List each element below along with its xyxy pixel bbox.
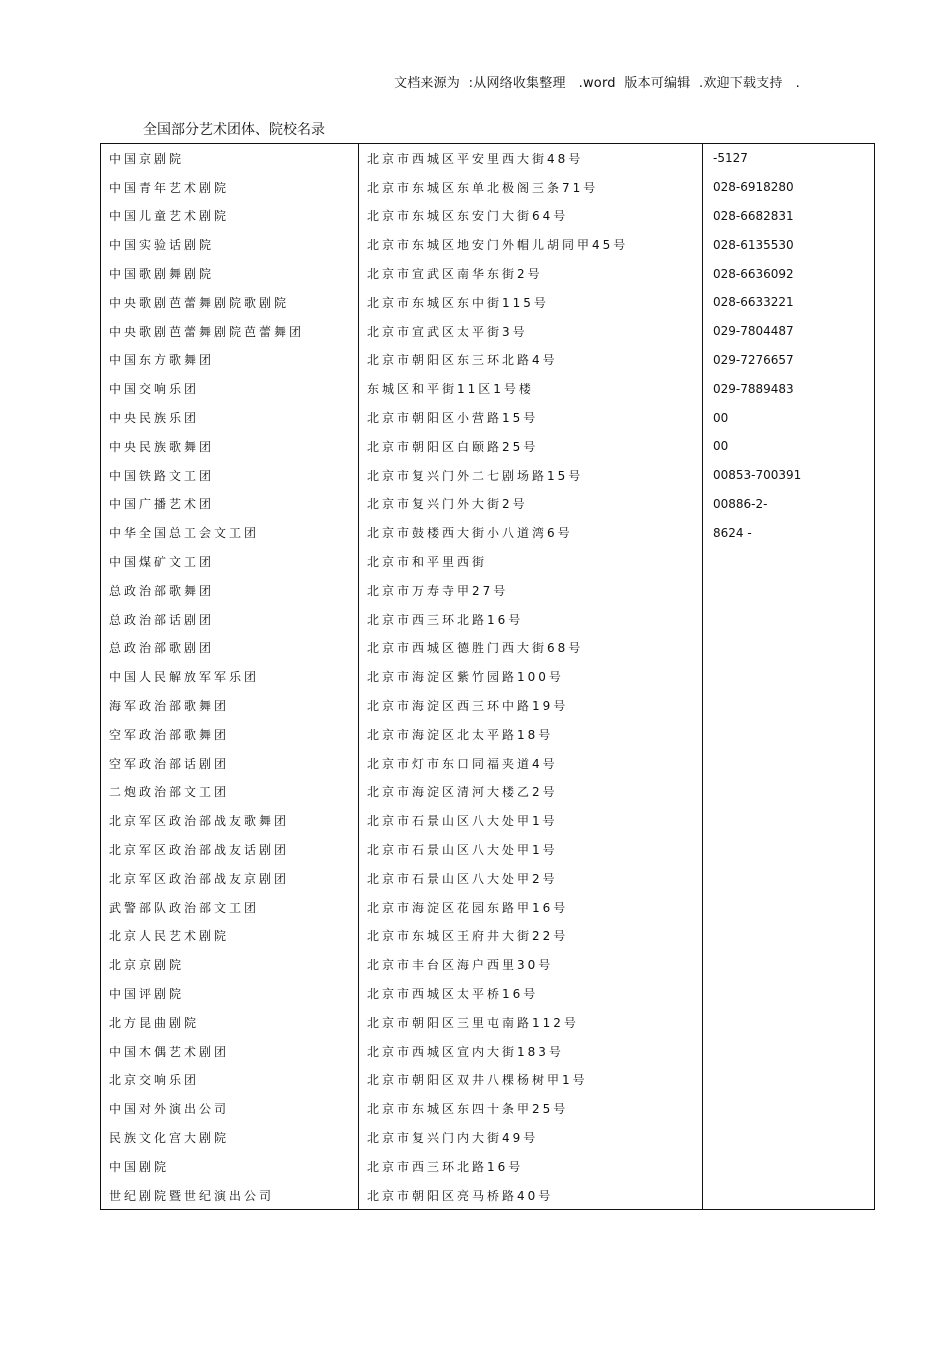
phone-cell: [703, 605, 875, 634]
phone-cell: [703, 979, 875, 1008]
address-cell: 北京市东城区东四十条甲25号: [359, 1094, 703, 1123]
table-row: [101, 634, 875, 663]
org-name-cell: 武警部队政治部文工团: [101, 893, 359, 922]
table-row: [101, 403, 875, 432]
table-row: [101, 518, 875, 547]
address-cell: 北京市复兴门外二七剧场路15号: [359, 461, 703, 490]
org-name-cell: 中央歌剧芭蕾舞剧院歌剧院: [101, 288, 359, 317]
document-source-note: 文档来源为 :从网络收集整理 .word 版本可编辑 .欢迎下载支持 .: [394, 76, 800, 91]
org-name-cell: 中国铁路文工团: [101, 461, 359, 490]
org-name-cell: 北京军区政治部战友京剧团: [101, 864, 359, 893]
address-cell: 北京市朝阳区白颐路25号: [359, 432, 703, 461]
table-row: [101, 1094, 875, 1123]
org-name-cell: 民族文化宫大剧院: [101, 1123, 359, 1152]
table-row: [101, 230, 875, 259]
phone-cell: [703, 691, 875, 720]
phone-cell: 029-7889483: [703, 374, 875, 403]
address-cell: 北京市西城区平安里西大街48号: [359, 144, 703, 173]
org-name-cell: 北方昆曲剧院: [101, 1008, 359, 1037]
address-cell: 北京市东城区地安门外帽儿胡同甲45号: [359, 230, 703, 259]
phone-cell: -5127: [703, 144, 875, 173]
phone-cell: [703, 1152, 875, 1181]
address-cell: 北京市海淀区紫竹园路100号: [359, 662, 703, 691]
address-cell: 北京市鼓楼西大街小八道湾6号: [359, 518, 703, 547]
phone-cell: [703, 1181, 875, 1210]
directory-table-body: [101, 144, 875, 1210]
org-name-cell: 总政治部歌舞团: [101, 576, 359, 605]
address-cell: 北京市宣武区南华东街2号: [359, 259, 703, 288]
address-cell: 北京市朝阳区亮马桥路40号: [359, 1181, 703, 1210]
org-name-cell: 空军政治部歌舞团: [101, 720, 359, 749]
address-cell: 北京市朝阳区三里屯南路112号: [359, 1008, 703, 1037]
address-cell: 北京市万寿寺甲27号: [359, 576, 703, 605]
address-cell: 北京市西城区德胜门西大街68号: [359, 634, 703, 663]
org-name-cell: 中国广播艺术团: [101, 490, 359, 519]
org-name-cell: 空军政治部话剧团: [101, 749, 359, 778]
phone-cell: [703, 922, 875, 951]
phone-cell: 028-6135530: [703, 230, 875, 259]
table-row: [101, 490, 875, 519]
table-row: [101, 432, 875, 461]
table-row: [101, 173, 875, 202]
table-row: [101, 1066, 875, 1095]
table-row: [101, 720, 875, 749]
org-name-cell: 总政治部歌剧团: [101, 634, 359, 663]
org-name-cell: 中央民族乐团: [101, 403, 359, 432]
phone-cell: [703, 950, 875, 979]
org-name-cell: 中央歌剧芭蕾舞剧院芭蕾舞团: [101, 317, 359, 346]
phone-cell: [703, 1123, 875, 1152]
address-cell: 东城区和平街11区1号楼: [359, 374, 703, 403]
phone-cell: [703, 835, 875, 864]
org-name-cell: 北京交响乐团: [101, 1066, 359, 1095]
address-cell: 北京市石景山区八大处甲2号: [359, 864, 703, 893]
phone-cell: 028-6633221: [703, 288, 875, 317]
table-row: [101, 461, 875, 490]
org-name-cell: 总政治部话剧团: [101, 605, 359, 634]
organization-directory-table: [100, 143, 875, 1210]
table-row: [101, 576, 875, 605]
org-name-cell: 北京人民艺术剧院: [101, 922, 359, 951]
table-row: [101, 806, 875, 835]
phone-cell: 028-6682831: [703, 202, 875, 231]
address-cell: 北京市东城区王府井大街22号: [359, 922, 703, 951]
org-name-cell: 中国京剧院: [101, 144, 359, 173]
org-name-cell: 中华全国总工会文工团: [101, 518, 359, 547]
address-cell: 北京市海淀区花园东路甲16号: [359, 893, 703, 922]
phone-cell: [703, 864, 875, 893]
phone-cell: 00: [703, 432, 875, 461]
org-name-cell: 北京军区政治部战友歌舞团: [101, 806, 359, 835]
table-row: [101, 691, 875, 720]
phone-cell: 00886-2-: [703, 490, 875, 519]
table-row: [101, 893, 875, 922]
address-cell: 北京市海淀区北太平路18号: [359, 720, 703, 749]
address-cell: 北京市海淀区清河大楼乙2号: [359, 778, 703, 807]
phone-cell: [703, 634, 875, 663]
phone-cell: [703, 806, 875, 835]
table-row: [101, 1181, 875, 1210]
org-name-cell: 中国剧院: [101, 1152, 359, 1181]
phone-cell: [703, 547, 875, 576]
table-row: [101, 1123, 875, 1152]
table-row: [101, 374, 875, 403]
address-cell: 北京市石景山区八大处甲1号: [359, 835, 703, 864]
phone-cell: [703, 778, 875, 807]
table-row: [101, 922, 875, 951]
table-row: [101, 1008, 875, 1037]
address-cell: 北京市东城区东单北极阁三条71号: [359, 173, 703, 202]
address-cell: 北京市海淀区西三环中路19号: [359, 691, 703, 720]
address-cell: 北京市复兴门外大街2号: [359, 490, 703, 519]
table-row: [101, 547, 875, 576]
table-row: [101, 778, 875, 807]
phone-cell: 00853-700391: [703, 461, 875, 490]
address-cell: 北京市和平里西街: [359, 547, 703, 576]
phone-cell: 028-6636092: [703, 259, 875, 288]
address-cell: 北京市朝阳区双井八棵杨树甲1号: [359, 1066, 703, 1095]
org-name-cell: 中国煤矿文工团: [101, 547, 359, 576]
address-cell: 北京市东城区东安门大街64号: [359, 202, 703, 231]
org-name-cell: 中国东方歌舞团: [101, 346, 359, 375]
phone-cell: 028-6918280: [703, 173, 875, 202]
org-name-cell: 中国儿童艺术剧院: [101, 202, 359, 231]
org-name-cell: 中国实验话剧院: [101, 230, 359, 259]
phone-cell: 00: [703, 403, 875, 432]
phone-cell: [703, 1008, 875, 1037]
address-cell: 北京市丰台区海户西里30号: [359, 950, 703, 979]
phone-cell: [703, 1037, 875, 1066]
table-row: [101, 259, 875, 288]
table-row: [101, 202, 875, 231]
phone-cell: [703, 662, 875, 691]
address-cell: 北京市宣武区太平街3号: [359, 317, 703, 346]
phone-cell: [703, 1094, 875, 1123]
address-cell: 北京市朝阳区东三环北路4号: [359, 346, 703, 375]
phone-cell: 029-7804487: [703, 317, 875, 346]
address-cell: 北京市西城区宣内大街183号: [359, 1037, 703, 1066]
org-name-cell: 北京京剧院: [101, 950, 359, 979]
table-row: [101, 835, 875, 864]
org-name-cell: 北京军区政治部战友话剧团: [101, 835, 359, 864]
table-row: [101, 317, 875, 346]
address-cell: 北京市灯市东口同福夹道4号: [359, 749, 703, 778]
table-row: [101, 1037, 875, 1066]
table-row: [101, 662, 875, 691]
address-cell: 北京市石景山区八大处甲1号: [359, 806, 703, 835]
org-name-cell: 中国人民解放军军乐团: [101, 662, 359, 691]
org-name-cell: 中国木偶艺术剧团: [101, 1037, 359, 1066]
org-name-cell: 海军政治部歌舞团: [101, 691, 359, 720]
phone-cell: [703, 720, 875, 749]
address-cell: 北京市西城区太平桥16号: [359, 979, 703, 1008]
org-name-cell: 中国歌剧舞剧院: [101, 259, 359, 288]
org-name-cell: 中国青年艺术剧院: [101, 173, 359, 202]
address-cell: 北京市西三环北路16号: [359, 605, 703, 634]
phone-cell: 8624 -: [703, 518, 875, 547]
table-row: [101, 288, 875, 317]
table-row: [101, 950, 875, 979]
table-row: [101, 1152, 875, 1181]
table-row: [101, 749, 875, 778]
table-row: [101, 144, 875, 173]
org-name-cell: 中国交响乐团: [101, 374, 359, 403]
phone-cell: [703, 576, 875, 605]
org-name-cell: 二炮政治部文工团: [101, 778, 359, 807]
org-name-cell: 中国评剧院: [101, 979, 359, 1008]
table-row: [101, 864, 875, 893]
address-cell: 北京市复兴门内大街49号: [359, 1123, 703, 1152]
table-row: [101, 605, 875, 634]
org-name-cell: 中央民族歌舞团: [101, 432, 359, 461]
phone-cell: 029-7276657: [703, 346, 875, 375]
phone-cell: [703, 893, 875, 922]
phone-cell: [703, 749, 875, 778]
table-row: [101, 346, 875, 375]
document-title: 全国部分艺术团体、院校名录: [143, 122, 325, 138]
address-cell: 北京市东城区东中街115号: [359, 288, 703, 317]
table-row: [101, 979, 875, 1008]
org-name-cell: 世纪剧院暨世纪演出公司: [101, 1181, 359, 1210]
address-cell: 北京市西三环北路16号: [359, 1152, 703, 1181]
org-name-cell: 中国对外演出公司: [101, 1094, 359, 1123]
phone-cell: [703, 1066, 875, 1095]
address-cell: 北京市朝阳区小营路15号: [359, 403, 703, 432]
